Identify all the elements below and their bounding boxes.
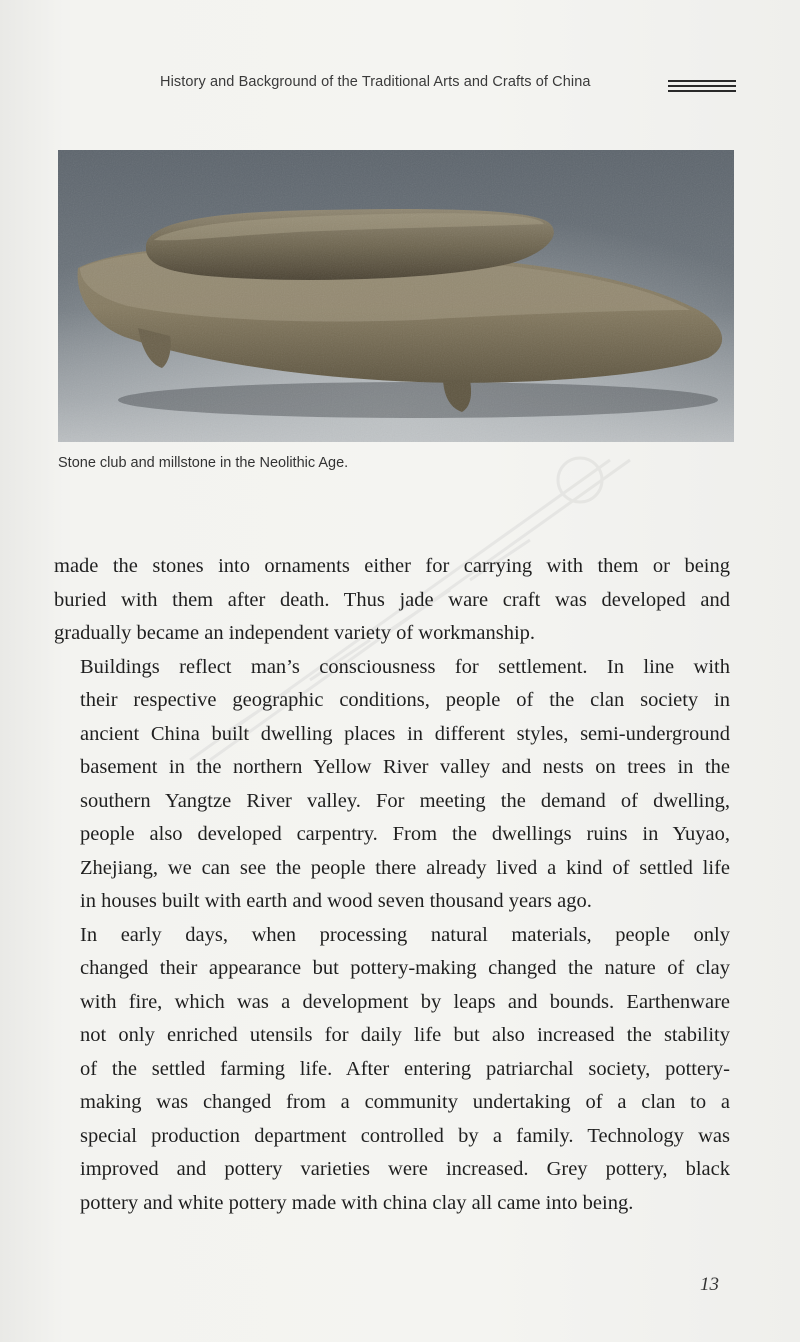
- paragraph-3: [54, 919, 730, 1221]
- text-line: of the settled farming life. After entering patriarchal society, pottery-: [80, 1057, 730, 1080]
- text-line: pottery and white pottery made with china clay all came into being.: [80, 1191, 634, 1214]
- paragraph-1: [54, 550, 730, 651]
- paragraph-2: [54, 651, 730, 919]
- text-line: Zhejiang, we can see the people there already lived a kind of settled life: [80, 856, 730, 879]
- text-line: southern Yangtze River valley. For meeting the demand of dwelling,: [80, 789, 730, 812]
- text-line: ancient China built dwelling places in different styles, semi-underground: [80, 722, 730, 745]
- text-line: In early days, when processing natural materials, people only: [80, 923, 730, 946]
- text-line: improved and pottery varieties were increased. Grey pottery, black: [80, 1158, 730, 1180]
- figure-caption: Stone club and millstone in the Neolithic Age.: [58, 455, 349, 471]
- text-line: their respective geographic conditions, people of the clan society in: [80, 689, 730, 711]
- text-line: changed their appearance but pottery-making changed the nature of clay: [80, 957, 730, 979]
- text-line: people also developed carpentry. From the dwellings ruins in Yuyao,: [80, 823, 730, 845]
- text-line: not only enriched utensils for daily life but also increased the stability: [80, 1024, 730, 1046]
- text-line: gradually became an independent variety of workmanship.: [54, 622, 536, 644]
- text-line: buried with them after death. Thus jade ware craft was developed and: [54, 588, 730, 611]
- page-number: 13: [700, 1274, 719, 1295]
- text-line: with fire, which was a development by leaps and bounds. Earthenware: [80, 990, 730, 1013]
- header-rule: [668, 80, 736, 95]
- running-header: History and Background of the Traditional Arts and Crafts of China: [160, 74, 591, 90]
- body-text: [54, 550, 730, 1220]
- text-line: Buildings reflect man’s consciousness for settlement. In line with: [80, 655, 730, 678]
- text-line: making was changed from a community undertaking of a clan to a: [80, 1091, 730, 1113]
- text-line: special production department controlled by a family. Technology was: [80, 1124, 730, 1147]
- text-line: in houses built with earth and wood seven thousand years ago.: [80, 890, 592, 912]
- text-line: basement in the northern Yellow River valley and nests on trees in the: [80, 756, 730, 778]
- text-line: made the stones into ornaments either for carrying with them or being: [54, 555, 730, 577]
- figure-photo: [58, 150, 734, 442]
